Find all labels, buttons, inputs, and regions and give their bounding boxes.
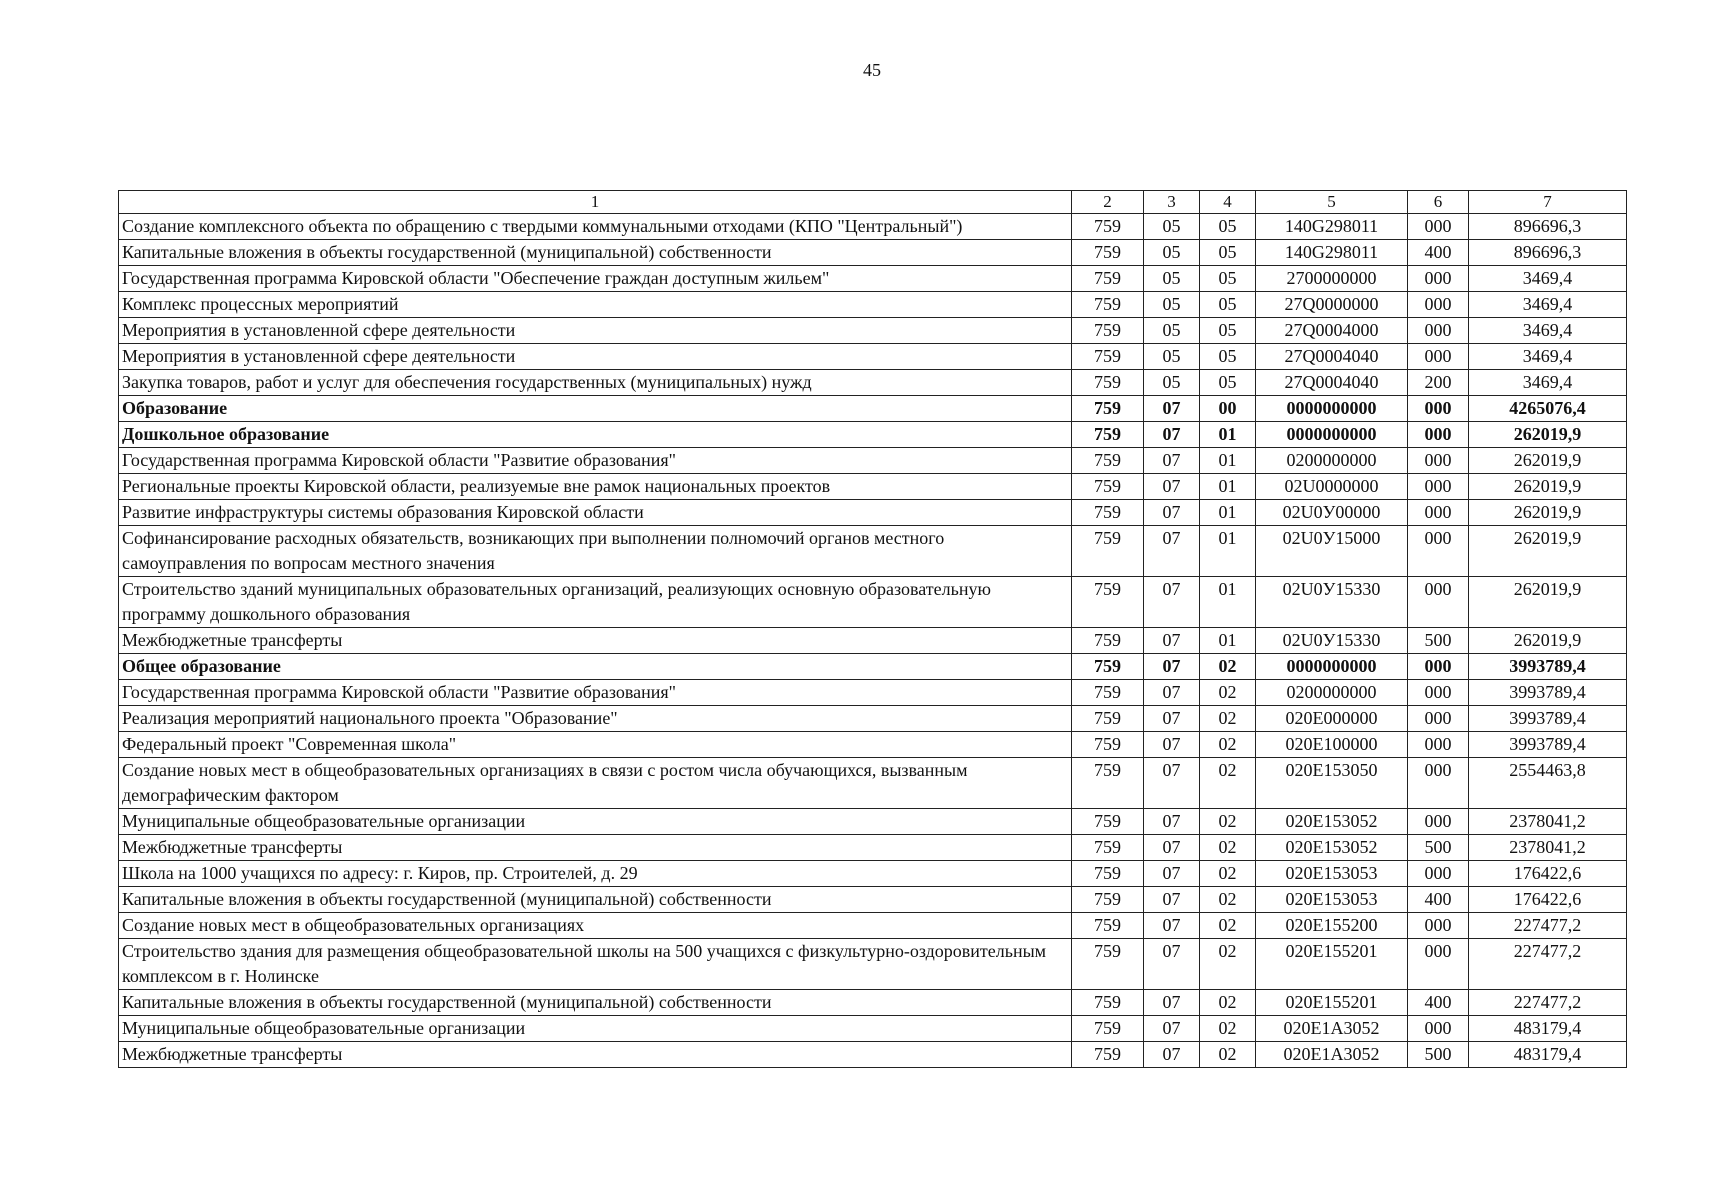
- header-cell-6: 6: [1408, 191, 1469, 214]
- row-col2-cell: 759: [1072, 680, 1144, 706]
- row-col5-cell: 0000000000: [1256, 422, 1408, 448]
- row-name-cell: Дошкольное образование: [119, 422, 1072, 448]
- table-row: [119, 526, 1627, 577]
- row-name-cell: Муниципальные общеобразовательные организации: [119, 809, 1072, 835]
- row-col7-cell: 3993789,4: [1469, 732, 1627, 758]
- row-col3-cell: 05: [1144, 370, 1200, 396]
- row-col5-cell: 0000000000: [1256, 654, 1408, 680]
- row-col2-cell: 759: [1072, 526, 1144, 577]
- row-col6-cell: 500: [1408, 1042, 1469, 1068]
- row-col4-cell: 02: [1200, 990, 1256, 1016]
- table-row: [119, 913, 1627, 939]
- header-cell-1: 1: [119, 191, 1072, 214]
- row-col7-cell: 227477,2: [1469, 990, 1627, 1016]
- row-name-cell: Образование: [119, 396, 1072, 422]
- row-col3-cell: 07: [1144, 809, 1200, 835]
- table-row: [119, 577, 1627, 628]
- row-col5-cell: 020E155201: [1256, 939, 1408, 990]
- row-col2-cell: 759: [1072, 318, 1144, 344]
- row-col7-cell: 227477,2: [1469, 913, 1627, 939]
- row-col6-cell: 500: [1408, 835, 1469, 861]
- row-col6-cell: 400: [1408, 990, 1469, 1016]
- header-cell-2: 2: [1072, 191, 1144, 214]
- budget-table: [118, 190, 1627, 1068]
- row-col7-cell: 3993789,4: [1469, 654, 1627, 680]
- row-col7-cell: 3469,4: [1469, 344, 1627, 370]
- row-col2-cell: 759: [1072, 654, 1144, 680]
- row-col6-cell: 000: [1408, 214, 1469, 240]
- row-name-cell: Межбюджетные трансферты: [119, 835, 1072, 861]
- row-col6-cell: 400: [1408, 887, 1469, 913]
- row-col5-cell: 02U0У15000: [1256, 526, 1408, 577]
- row-name-cell: Комплекс процессных мероприятий: [119, 292, 1072, 318]
- row-col6-cell: 000: [1408, 732, 1469, 758]
- row-col6-cell: 000: [1408, 706, 1469, 732]
- table-row: [119, 422, 1627, 448]
- row-col7-cell: 262019,9: [1469, 448, 1627, 474]
- row-col3-cell: 07: [1144, 1016, 1200, 1042]
- row-col3-cell: 07: [1144, 422, 1200, 448]
- row-col5-cell: 140G298011: [1256, 240, 1408, 266]
- row-col6-cell: 000: [1408, 448, 1469, 474]
- table-row: [119, 266, 1627, 292]
- table-row: [119, 292, 1627, 318]
- row-col5-cell: 0000000000: [1256, 396, 1408, 422]
- row-col5-cell: 2700000000: [1256, 266, 1408, 292]
- row-col2-cell: 759: [1072, 266, 1144, 292]
- row-col3-cell: 07: [1144, 1042, 1200, 1068]
- row-name-cell: Создание новых мест в общеобразовательных организациях в связи с ростом числа обучающихся, вызванным демографическим фактором: [119, 758, 1072, 809]
- table-row: [119, 809, 1627, 835]
- row-col7-cell: 896696,3: [1469, 214, 1627, 240]
- row-col4-cell: 05: [1200, 370, 1256, 396]
- row-name-cell: Создание новых мест в общеобразовательных организациях: [119, 913, 1072, 939]
- table-row: [119, 474, 1627, 500]
- table-row: [119, 1016, 1627, 1042]
- table-header: [119, 191, 1627, 214]
- row-col4-cell: 05: [1200, 318, 1256, 344]
- row-col2-cell: 759: [1072, 887, 1144, 913]
- table-row: [119, 861, 1627, 887]
- row-col4-cell: 01: [1200, 474, 1256, 500]
- row-col5-cell: 27Q0004040: [1256, 344, 1408, 370]
- row-name-cell: Муниципальные общеобразовательные организации: [119, 1016, 1072, 1042]
- row-col3-cell: 07: [1144, 680, 1200, 706]
- row-col5-cell: 27Q0004000: [1256, 318, 1408, 344]
- row-col6-cell: 000: [1408, 913, 1469, 939]
- row-col2-cell: 759: [1072, 1042, 1144, 1068]
- row-col2-cell: 759: [1072, 214, 1144, 240]
- row-name-cell: Капитальные вложения в объекты государственной (муниципальной) собственности: [119, 240, 1072, 266]
- row-col7-cell: 262019,9: [1469, 577, 1627, 628]
- row-col2-cell: 759: [1072, 1016, 1144, 1042]
- row-col4-cell: 00: [1200, 396, 1256, 422]
- row-col5-cell: 020E1A3052: [1256, 1042, 1408, 1068]
- row-name-cell: Межбюджетные трансферты: [119, 1042, 1072, 1068]
- row-col2-cell: 759: [1072, 577, 1144, 628]
- table-row: [119, 654, 1627, 680]
- row-col7-cell: 262019,9: [1469, 628, 1627, 654]
- table-row: [119, 214, 1627, 240]
- table-row: [119, 370, 1627, 396]
- row-col4-cell: 05: [1200, 344, 1256, 370]
- row-col4-cell: 02: [1200, 758, 1256, 809]
- row-col4-cell: 02: [1200, 887, 1256, 913]
- row-col2-cell: 759: [1072, 396, 1144, 422]
- table-row: [119, 448, 1627, 474]
- row-col5-cell: 020E155200: [1256, 913, 1408, 939]
- row-col6-cell: 000: [1408, 809, 1469, 835]
- table-row: [119, 758, 1627, 809]
- row-col7-cell: 3469,4: [1469, 266, 1627, 292]
- row-col3-cell: 05: [1144, 240, 1200, 266]
- row-col2-cell: 759: [1072, 500, 1144, 526]
- row-col7-cell: 3993789,4: [1469, 706, 1627, 732]
- row-col6-cell: 000: [1408, 500, 1469, 526]
- row-col4-cell: 02: [1200, 680, 1256, 706]
- row-col3-cell: 07: [1144, 654, 1200, 680]
- row-name-cell: Капитальные вложения в объекты государственной (муниципальной) собственности: [119, 887, 1072, 913]
- page-number: 45: [863, 60, 881, 80]
- row-col7-cell: 176422,6: [1469, 887, 1627, 913]
- table-row: [119, 680, 1627, 706]
- row-name-cell: Софинансирование расходных обязательств, возникающих при выполнении полномочий органов местного самоуправления по вопросам местного значения: [119, 526, 1072, 577]
- row-col4-cell: 02: [1200, 1042, 1256, 1068]
- row-col6-cell: 000: [1408, 939, 1469, 990]
- row-col5-cell: 020E000000: [1256, 706, 1408, 732]
- row-name-cell: Развитие инфраструктуры системы образования Кировской области: [119, 500, 1072, 526]
- row-name-cell: Реализация мероприятий национального проекта "Образование": [119, 706, 1072, 732]
- row-col2-cell: 759: [1072, 913, 1144, 939]
- row-col3-cell: 07: [1144, 448, 1200, 474]
- row-col7-cell: 262019,9: [1469, 474, 1627, 500]
- row-col7-cell: 3993789,4: [1469, 680, 1627, 706]
- row-name-cell: Мероприятия в установленной сфере деятельности: [119, 318, 1072, 344]
- row-col4-cell: 02: [1200, 809, 1256, 835]
- row-col3-cell: 05: [1144, 292, 1200, 318]
- row-col2-cell: 759: [1072, 628, 1144, 654]
- row-col7-cell: 896696,3: [1469, 240, 1627, 266]
- row-col7-cell: 2378041,2: [1469, 835, 1627, 861]
- row-name-cell: Школа на 1000 учащихся по адресу: г. Киров, пр. Строителей, д. 29: [119, 861, 1072, 887]
- row-col7-cell: 4265076,4: [1469, 396, 1627, 422]
- row-col3-cell: 07: [1144, 758, 1200, 809]
- row-col4-cell: 02: [1200, 654, 1256, 680]
- row-col3-cell: 05: [1144, 214, 1200, 240]
- header-cell-7: 7: [1469, 191, 1627, 214]
- row-col5-cell: 020E153053: [1256, 861, 1408, 887]
- row-col7-cell: 227477,2: [1469, 939, 1627, 990]
- row-name-cell: Строительство зданий муниципальных образовательных организаций, реализующих основную образовательную программу дошкольного образования: [119, 577, 1072, 628]
- row-name-cell: Межбюджетные трансферты: [119, 628, 1072, 654]
- row-col7-cell: 3469,4: [1469, 318, 1627, 344]
- row-col7-cell: 262019,9: [1469, 422, 1627, 448]
- row-col2-cell: 759: [1072, 990, 1144, 1016]
- row-col5-cell: 140G298011: [1256, 214, 1408, 240]
- table-body: [119, 214, 1627, 1068]
- table-row: [119, 939, 1627, 990]
- row-col4-cell: 02: [1200, 706, 1256, 732]
- header-cell-3: 3: [1144, 191, 1200, 214]
- row-col4-cell: 05: [1200, 240, 1256, 266]
- row-col5-cell: 020E1A3052: [1256, 1016, 1408, 1042]
- table-row: [119, 732, 1627, 758]
- row-col3-cell: 05: [1144, 318, 1200, 344]
- row-col4-cell: 01: [1200, 422, 1256, 448]
- row-col3-cell: 07: [1144, 396, 1200, 422]
- row-col5-cell: 27Q0000000: [1256, 292, 1408, 318]
- row-col4-cell: 01: [1200, 577, 1256, 628]
- row-col3-cell: 07: [1144, 526, 1200, 577]
- row-col4-cell: 05: [1200, 214, 1256, 240]
- row-col5-cell: 020E155201: [1256, 990, 1408, 1016]
- row-col7-cell: 3469,4: [1469, 292, 1627, 318]
- row-col5-cell: 27Q0004040: [1256, 370, 1408, 396]
- table-row: [119, 240, 1627, 266]
- row-col4-cell: 05: [1200, 292, 1256, 318]
- row-col6-cell: 000: [1408, 292, 1469, 318]
- row-col7-cell: 176422,6: [1469, 861, 1627, 887]
- row-col6-cell: 000: [1408, 526, 1469, 577]
- header-cell-5: 5: [1256, 191, 1408, 214]
- row-col5-cell: 020E100000: [1256, 732, 1408, 758]
- row-col2-cell: 759: [1072, 939, 1144, 990]
- row-col3-cell: 07: [1144, 577, 1200, 628]
- row-col2-cell: 759: [1072, 448, 1144, 474]
- row-col5-cell: 020E153050: [1256, 758, 1408, 809]
- table-row: [119, 706, 1627, 732]
- row-col2-cell: 759: [1072, 706, 1144, 732]
- row-name-cell: Общее образование: [119, 654, 1072, 680]
- table-row: [119, 318, 1627, 344]
- row-col5-cell: 02U0У15330: [1256, 577, 1408, 628]
- row-col7-cell: 483179,4: [1469, 1016, 1627, 1042]
- header-row: [119, 191, 1627, 214]
- row-col3-cell: 07: [1144, 835, 1200, 861]
- row-col6-cell: 500: [1408, 628, 1469, 654]
- table-row: [119, 887, 1627, 913]
- row-col4-cell: 01: [1200, 526, 1256, 577]
- row-col6-cell: 000: [1408, 318, 1469, 344]
- row-col6-cell: 000: [1408, 474, 1469, 500]
- row-col6-cell: 000: [1408, 1016, 1469, 1042]
- row-col2-cell: 759: [1072, 240, 1144, 266]
- row-col6-cell: 000: [1408, 577, 1469, 628]
- row-col5-cell: 0200000000: [1256, 680, 1408, 706]
- row-name-cell: Капитальные вложения в объекты государственной (муниципальной) собственности: [119, 990, 1072, 1016]
- row-col3-cell: 07: [1144, 887, 1200, 913]
- row-name-cell: Региональные проекты Кировской области, реализуемые вне рамок национальных проектов: [119, 474, 1072, 500]
- row-col3-cell: 07: [1144, 500, 1200, 526]
- row-name-cell: Государственная программа Кировской области "Обеспечение граждан доступным жильем": [119, 266, 1072, 292]
- row-col3-cell: 07: [1144, 913, 1200, 939]
- row-col3-cell: 07: [1144, 628, 1200, 654]
- row-col6-cell: 400: [1408, 240, 1469, 266]
- table-row: [119, 628, 1627, 654]
- row-col4-cell: 01: [1200, 628, 1256, 654]
- row-col4-cell: 02: [1200, 1016, 1256, 1042]
- row-col7-cell: 483179,4: [1469, 1042, 1627, 1068]
- row-col4-cell: 02: [1200, 913, 1256, 939]
- row-col7-cell: 3469,4: [1469, 370, 1627, 396]
- row-col2-cell: 759: [1072, 344, 1144, 370]
- table-row: [119, 396, 1627, 422]
- row-col2-cell: 759: [1072, 758, 1144, 809]
- row-col6-cell: 000: [1408, 758, 1469, 809]
- row-col7-cell: 2378041,2: [1469, 809, 1627, 835]
- row-col4-cell: 01: [1200, 448, 1256, 474]
- row-col2-cell: 759: [1072, 370, 1144, 396]
- row-col2-cell: 759: [1072, 732, 1144, 758]
- row-col5-cell: 02U0000000: [1256, 474, 1408, 500]
- header-cell-4: 4: [1200, 191, 1256, 214]
- row-col2-cell: 759: [1072, 422, 1144, 448]
- row-col5-cell: 02U0У15330: [1256, 628, 1408, 654]
- row-name-cell: Закупка товаров, работ и услуг для обеспечения государственных (муниципальных) нужд: [119, 370, 1072, 396]
- row-name-cell: Федеральный проект "Современная школа": [119, 732, 1072, 758]
- row-col5-cell: 020E153053: [1256, 887, 1408, 913]
- row-col4-cell: 02: [1200, 835, 1256, 861]
- row-col6-cell: 000: [1408, 861, 1469, 887]
- row-col3-cell: 07: [1144, 706, 1200, 732]
- row-col2-cell: 759: [1072, 474, 1144, 500]
- row-col4-cell: 02: [1200, 732, 1256, 758]
- row-col5-cell: 020E153052: [1256, 835, 1408, 861]
- row-col3-cell: 05: [1144, 344, 1200, 370]
- row-col3-cell: 07: [1144, 939, 1200, 990]
- table-row: [119, 835, 1627, 861]
- row-col7-cell: 262019,9: [1469, 526, 1627, 577]
- row-name-cell: Создание комплексного объекта по обращению с твердыми коммунальными отходами (КПО "Центральный"): [119, 214, 1072, 240]
- row-name-cell: Государственная программа Кировской области "Развитие образования": [119, 680, 1072, 706]
- row-col6-cell: 000: [1408, 680, 1469, 706]
- table-row: [119, 1042, 1627, 1068]
- row-col6-cell: 000: [1408, 654, 1469, 680]
- row-col7-cell: 2554463,8: [1469, 758, 1627, 809]
- row-name-cell: Строительство здания для размещения общеобразовательной школы на 500 учащихся с физкультурно-оздоровительным комплексом в г. Нолинске: [119, 939, 1072, 990]
- row-name-cell: Мероприятия в установленной сфере деятельности: [119, 344, 1072, 370]
- row-col6-cell: 000: [1408, 422, 1469, 448]
- row-col4-cell: 02: [1200, 939, 1256, 990]
- table-row: [119, 990, 1627, 1016]
- row-col4-cell: 05: [1200, 266, 1256, 292]
- row-col3-cell: 07: [1144, 861, 1200, 887]
- row-name-cell: Государственная программа Кировской области "Развитие образования": [119, 448, 1072, 474]
- row-col3-cell: 05: [1144, 266, 1200, 292]
- row-col6-cell: 000: [1408, 266, 1469, 292]
- row-col2-cell: 759: [1072, 835, 1144, 861]
- table-row: [119, 500, 1627, 526]
- row-col6-cell: 200: [1408, 370, 1469, 396]
- row-col4-cell: 01: [1200, 500, 1256, 526]
- row-col2-cell: 759: [1072, 292, 1144, 318]
- row-col6-cell: 000: [1408, 344, 1469, 370]
- table-row: [119, 344, 1627, 370]
- row-col5-cell: 020E153052: [1256, 809, 1408, 835]
- row-col3-cell: 07: [1144, 732, 1200, 758]
- row-col7-cell: 262019,9: [1469, 500, 1627, 526]
- row-col6-cell: 000: [1408, 396, 1469, 422]
- row-col5-cell: 02U0У00000: [1256, 500, 1408, 526]
- row-col4-cell: 02: [1200, 861, 1256, 887]
- row-col5-cell: 0200000000: [1256, 448, 1408, 474]
- row-col3-cell: 07: [1144, 990, 1200, 1016]
- row-col3-cell: 07: [1144, 474, 1200, 500]
- row-col2-cell: 759: [1072, 861, 1144, 887]
- row-col2-cell: 759: [1072, 809, 1144, 835]
